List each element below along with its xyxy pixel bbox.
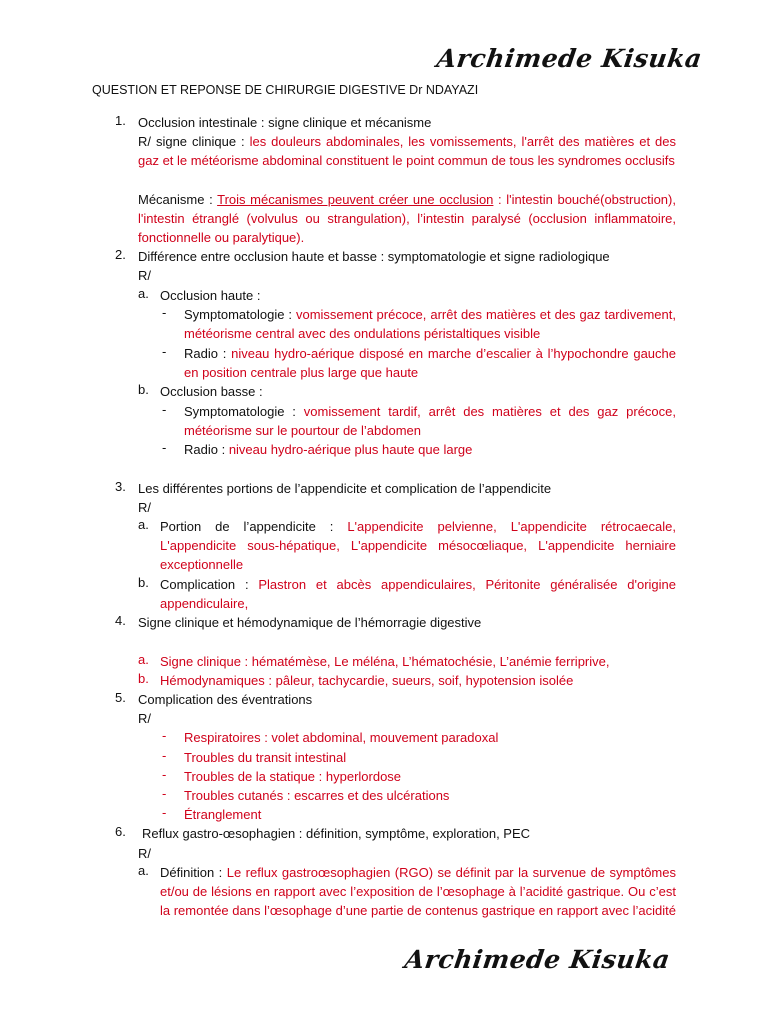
q3a-label: Portion de l’appendicite : bbox=[160, 519, 348, 534]
q3b-text: Plastron et abcès appendiculaires, Péritonite généralisée d'origine appendiculaire, bbox=[160, 577, 676, 612]
q2a-title: Occlusion haute : bbox=[160, 288, 261, 303]
q2b-symptomatology bbox=[184, 402, 676, 440]
q5-dash-2: - bbox=[162, 748, 167, 763]
q5-dash-4: - bbox=[162, 786, 167, 801]
q2a-radio-label: Radio : bbox=[184, 346, 232, 361]
q5-r: R/ bbox=[138, 711, 151, 726]
q5-item-5: Étranglement bbox=[184, 807, 262, 822]
q2a-symptomatology-text: vomissement précoce, arrêt des matières et des gaz tardivement, météorisme central avec des ondulations péristaltiques visible bbox=[184, 307, 676, 342]
q6a-text: Le reflux gastroœsophagien (RGO) se définit par la survenue de symptômes et/ou de lésions en rapport avec l’exposition de l’œsophage à l’acidité gastrique. Ou c’est la remontée dans l’œsophage d’une partie de contenus gastrique en rapport avec l’acidité bbox=[160, 865, 676, 919]
q6a-definition bbox=[160, 863, 676, 921]
q2b-radio-label: Radio : bbox=[184, 442, 229, 457]
q6-question: Reflux gastro-œsophagien : définition, symptôme, exploration, PEC bbox=[142, 826, 531, 841]
q4-number: 4. bbox=[115, 613, 126, 628]
q2b-dash-1: - bbox=[162, 402, 167, 417]
q5-number: 5. bbox=[115, 690, 126, 705]
q6a-label: Définition : bbox=[160, 865, 227, 880]
q3a-letter: a. bbox=[138, 517, 149, 532]
q5-question: Complication des éventrations bbox=[138, 692, 313, 707]
q2a-dash-2: - bbox=[162, 344, 167, 359]
q2a-symptomatology bbox=[184, 305, 676, 343]
q4a-text: Signe clinique : hématémèse, Le méléna, L’hématochésie, L’anémie ferriprive, bbox=[160, 654, 610, 669]
q2b-radio-text: niveau hydro-aérique plus haute que large bbox=[228, 442, 473, 457]
q1-mechanism-text: : l'intestin bouché(obstruction), l'intestin étranglé (volvulus ou strangulation), l’intestin paralysé (occlusion inflammatoire, fonctionnelle ou paralytique). bbox=[138, 192, 676, 246]
q2a-radio-text: niveau hydro-aérique disposé en marche d’escalier à l’hypochondre gauche en position centrale plus large que haute bbox=[184, 346, 676, 381]
q5-item-2: Troubles du transit intestinal bbox=[184, 750, 347, 765]
q5-dash-5: - bbox=[162, 805, 167, 820]
q1-number: 1. bbox=[115, 113, 126, 128]
q1-answer bbox=[138, 132, 676, 170]
q5-dash-1: - bbox=[162, 728, 167, 743]
document-title: QUESTION ET REPONSE DE CHIRURGIE DIGESTIVE Dr NDAYAZI bbox=[92, 83, 479, 97]
q3b-label: Complication : bbox=[160, 577, 259, 592]
q2b-radio bbox=[184, 440, 676, 459]
q4a-letter: a. bbox=[138, 652, 149, 667]
q2a-symptomatology-label: Symptomatologie : bbox=[184, 307, 296, 322]
q2b-symptomatology-text: vomissement tardif, arrêt des matières et des gaz précoce, météorisme sur le pourtour de l’abdomen bbox=[184, 404, 676, 439]
q2b-dash-2: - bbox=[162, 440, 167, 455]
q4b-text: Hémodynamiques : pâleur, tachycardie, sueurs, soif, hypotension isolée bbox=[160, 673, 574, 688]
q2b-letter: b. bbox=[138, 382, 149, 397]
q2-question: Différence entre occlusion haute et basse : symptomatologie et signe radiologique bbox=[138, 249, 610, 264]
q2a-radio bbox=[184, 344, 676, 382]
q3b-complication bbox=[160, 575, 676, 613]
q2-r: R/ bbox=[138, 268, 151, 283]
q6a-letter: a. bbox=[138, 863, 149, 878]
q6-number: 6. bbox=[115, 824, 126, 839]
q3-r: R/ bbox=[138, 500, 151, 515]
q2a-letter: a. bbox=[138, 286, 149, 301]
q1-mechanism-underlined: Trois mécanismes peuvent créer une occlusion bbox=[217, 192, 494, 207]
q5-dash-3: - bbox=[162, 767, 167, 782]
q5-item-1: Respiratoires : volet abdominal, mouvement paradoxal bbox=[184, 730, 499, 745]
q2-number: 2. bbox=[115, 247, 126, 262]
q4b-letter: b. bbox=[138, 671, 149, 686]
q3-number: 3. bbox=[115, 479, 126, 494]
q1-mechanism bbox=[138, 190, 676, 248]
q2b-symptomatology-label: Symptomatologie : bbox=[184, 404, 304, 419]
q2b-title: Occlusion basse : bbox=[160, 384, 263, 399]
q6-r: R/ bbox=[138, 846, 151, 861]
q1-answer-label: R/ signe clinique : bbox=[138, 134, 250, 149]
q3-question: Les différentes portions de l’appendicite et complication de l’appendicite bbox=[138, 481, 552, 496]
q1-question: Occlusion intestinale : signe clinique et mécanisme bbox=[138, 115, 432, 130]
q1-answer-text: les douleurs abdominales, les vomissements, l'arrêt des matières et des gaz et le météorisme abdominal constituent le point commun de tous les syndromes occlusifs bbox=[138, 134, 676, 169]
q4-question: Signe clinique et hémodynamique de l’hémorragie digestive bbox=[138, 615, 482, 630]
q5-item-4: Troubles cutanés : escarres et des ulcérations bbox=[184, 788, 450, 803]
signature-top: Archimede Kisuka bbox=[435, 44, 705, 73]
q3b-letter: b. bbox=[138, 575, 149, 590]
q2a-dash-1: - bbox=[162, 305, 167, 320]
q3a-portions bbox=[160, 517, 676, 575]
q1-mechanism-label: Mécanisme : bbox=[138, 192, 218, 207]
signature-bottom: Archimede Kisuka bbox=[403, 945, 673, 974]
q3a-text: L'appendicite pelvienne, L'appendicite rétrocaecale, L'appendicite sous-hépatique, L'appendicite mésocœliaque, L'appendicite herniaire exceptionnelle bbox=[160, 519, 676, 573]
q5-item-3: Troubles de la statique : hyperlordose bbox=[184, 769, 402, 784]
